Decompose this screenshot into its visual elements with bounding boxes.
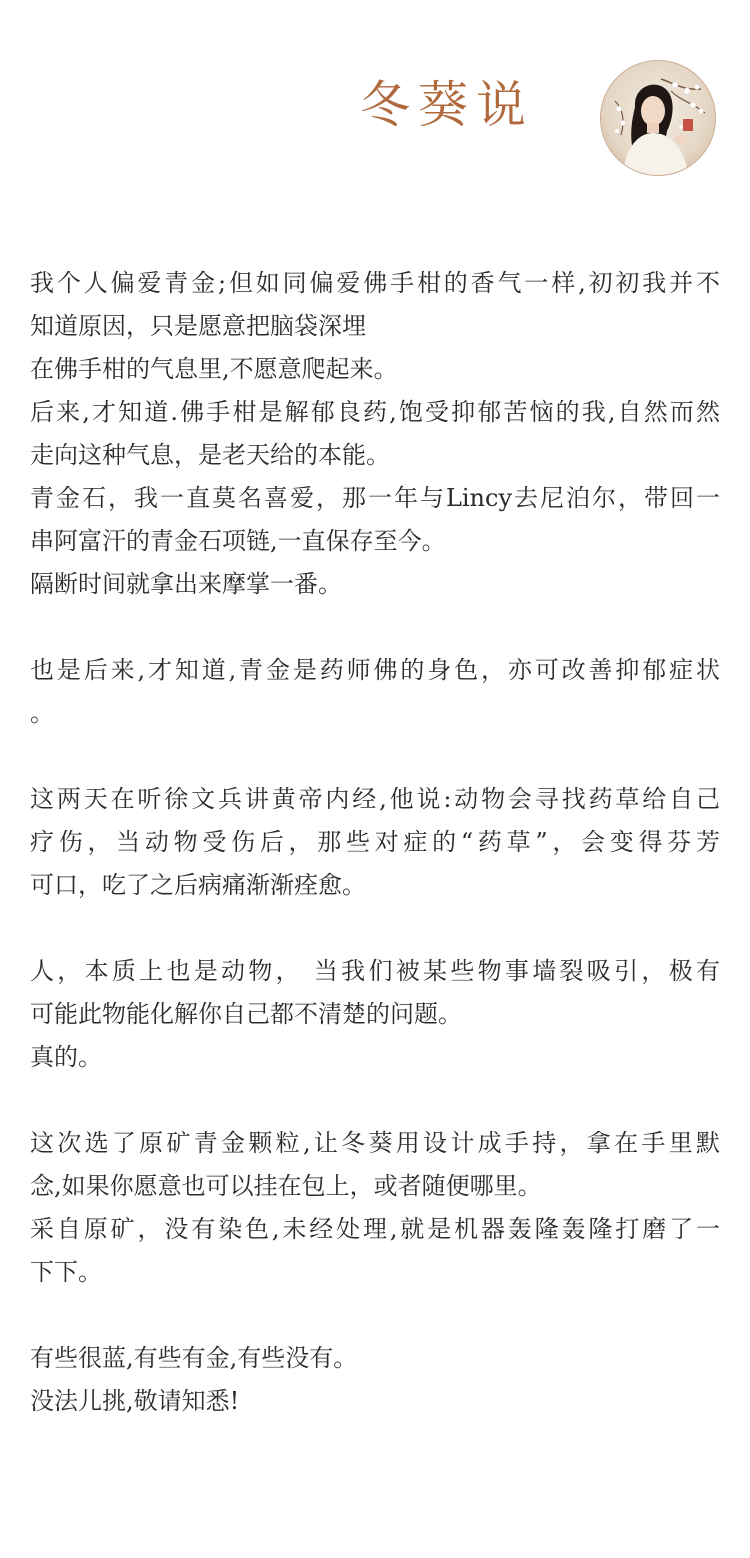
article-line: 真的。 [30, 1043, 102, 1071]
article-line: 人，本质上也是动物， 当我们被某些物事墙裂吸引，极有 [30, 957, 720, 985]
article-line: 知道原因，只是愿意把脑袋深埋 [30, 312, 366, 340]
avatar-portrait-image [601, 61, 715, 175]
paragraph-break [30, 907, 720, 950]
article-line: 这次选了原矿青金颗粒,让冬葵用设计成手持，拿在手里默 [30, 1129, 720, 1157]
article-line: 没法儿挑,敬请知悉! [30, 1387, 240, 1415]
brand-title: 冬葵说 [360, 76, 534, 134]
article-body [30, 262, 720, 1423]
paragraph-break [30, 1079, 720, 1122]
article-line: 下下。 [30, 1258, 102, 1286]
author-avatar[interactable] [601, 61, 715, 175]
paragraph-break [30, 735, 720, 778]
article-line: 我个人偏爱青金;但如同偏爱佛手柑的香气一样,初初我并不 [30, 269, 720, 297]
header [0, 0, 750, 200]
article-line: 可能此物能化解你自己都不清楚的问题。 [30, 1000, 462, 1028]
article-line: 走向这种气息，是老天给的本能。 [30, 441, 390, 469]
article-line: 采自原矿，没有染色,未经处理,就是机器轰隆轰隆打磨了一 [30, 1215, 720, 1243]
article-line: 可口，吃了之后病痛渐渐痊愈。 [30, 871, 366, 899]
article-line: 念,如果你愿意也可以挂在包上，或者随便哪里。 [30, 1172, 542, 1200]
article-line: 后来,才知道.佛手柑是解郁良药,饱受抑郁苦恼的我,自然而然 [30, 398, 720, 426]
article-line: 这两天在听徐文兵讲黄帝内经,他说:动物会寻找药草给自己 [30, 785, 720, 813]
article-line: 青金石，我一直莫名喜爱，那一年与Lincy去尼泊尔，带回一 [30, 484, 720, 512]
article-line: 有些很蓝,有些有金,有些没有。 [30, 1344, 358, 1372]
paragraph-break [30, 606, 720, 649]
paragraph-break [30, 1294, 720, 1337]
article-line: 。 [30, 699, 54, 727]
article-line: 串阿富汗的青金石项链,一直保存至今。 [30, 527, 446, 555]
article-line: 疗伤，当动物受伤后，那些对症的“药草”，会变得芬芳 [30, 828, 720, 856]
article-line: 在佛手柑的气息里,不愿意爬起来。 [30, 355, 398, 383]
article-line: 也是后来,才知道,青金是药师佛的身色，亦可改善抑郁症状 [30, 656, 720, 684]
article-line: 隔断时间就拿出来摩掌一番。 [30, 570, 342, 598]
